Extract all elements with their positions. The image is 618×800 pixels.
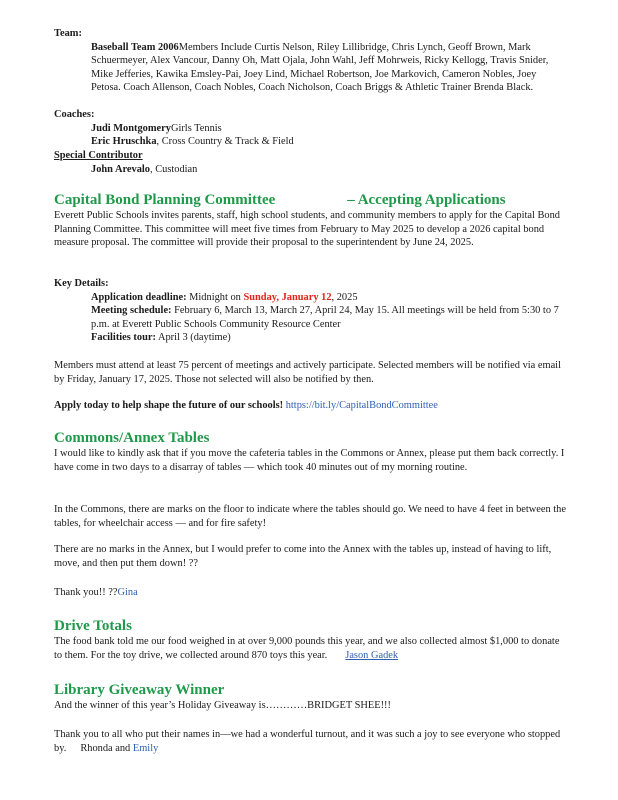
- drive-signature[interactable]: Jason Gadek: [345, 649, 399, 661]
- library-signature-1: Rhonda and: [80, 742, 131, 754]
- commons-paragraph-2-block: [54, 503, 566, 530]
- commons-thanks-block: [54, 586, 566, 600]
- team-section: [54, 27, 566, 95]
- deadline-year: , 2025: [331, 291, 358, 303]
- drive-section: [54, 617, 566, 662]
- special-contributor-section: [54, 149, 566, 176]
- library-thanks-line: [54, 728, 566, 755]
- commons-paragraph-3-block: [54, 543, 566, 570]
- meeting-item: [54, 304, 566, 331]
- tour-label: Facilities tour:: [91, 332, 156, 344]
- team-members-text: Members Include Curtis Nelson, Riley Lillibridge, Chris Lynch, Geoff Brown, Mark Schuermeyer, Alex Vancour, Danny Oh, Matt Ojala, John Wahl, Jeff Mohrweis, Ricky Kellogg, Travis Snider, Mike Jefferies, Kawika Emsley-Pai, Joey Lind, Michael Robertson, Joe Markovich, Cameron Nobles, Joey Petosa. Coach Allenson, Coach Nobles, Coach Nicholson, Coach Briggs & Athletic Trainer Brenda Black.: [91, 41, 549, 94]
- deadline-date: Sunday, January 12: [243, 291, 332, 303]
- meeting-text: February 6, March 13, March 27, April 24, May 15. All meetings will be held from 5:30 to 7 p.m. at Everett Public Schools Community Resource Center: [91, 305, 559, 330]
- apply-text: Apply today to help shape the future of our schools!: [54, 400, 284, 411]
- apply-link[interactable]: https://bit.ly/CapitalBondCommittee: [285, 400, 438, 411]
- library-title: Library Giveaway Winner: [54, 682, 225, 698]
- apply-block: [54, 399, 566, 413]
- commons-signature: Gina: [117, 587, 138, 598]
- coaches-section: [54, 108, 566, 149]
- commons-paragraph-1: I would like to kindly ask that if you move the cafeteria tables in the Commons or Annex, please put them back correctly. I have come in two days to a disarray of tables — which took 40 minutes out of my morning routine.: [54, 448, 565, 473]
- coaches-heading: Coaches:: [54, 109, 95, 120]
- special-name: John Arevalo: [91, 163, 150, 175]
- members-paragraph: Members must attend at least 75 percent of meetings and actively participate. Selected members will be notified via email by Friday, January 17, 2025. Those not selected will also be notified by then.: [54, 360, 561, 385]
- library-thanks-block: [54, 728, 566, 755]
- coach-role: Cross Country & Track & Field: [161, 136, 294, 148]
- deadline-item: [54, 291, 566, 305]
- capital-title: [54, 191, 566, 209]
- deadline-pre: Midnight on: [189, 291, 241, 303]
- coach-name: Judi Montgomery: [91, 122, 171, 134]
- team-title: Baseball Team 2006: [91, 41, 179, 53]
- special-heading: Special Contributor: [54, 150, 143, 161]
- special-item: John Arevalo, Custodian: [91, 163, 198, 175]
- coach-role: Girls Tennis: [170, 122, 222, 134]
- drive-paragraph: [54, 635, 566, 662]
- commons-thanks: Thank you!! ??: [54, 587, 118, 598]
- coach-item: Eric Hruschka, Cross Country & Track & Field: [91, 136, 294, 148]
- members-paragraph-block: [54, 359, 566, 386]
- capital-bond-section: [54, 191, 566, 250]
- commons-section: [54, 429, 566, 474]
- commons-title: Commons/Annex Tables: [54, 430, 210, 446]
- library-section: [54, 681, 566, 713]
- commons-thanks-line: [54, 586, 566, 600]
- coach-item: [54, 122, 566, 136]
- commons-paragraph-2: In the Commons, there are marks on the floor to indicate where the tables should go. We need to have 4 feet in between the tables, for wheelchair access — and for fire safety!: [54, 504, 566, 529]
- capital-title-text: Capital Bond Planning Committee: [54, 192, 276, 208]
- apply-line: [54, 399, 566, 413]
- drive-text: The food bank told me our food weighed in at over 9,000 pounds this year, and we also collected almost $1,000 to donate to them. For the toy drive, we collected around 870 toys this year.: [54, 636, 560, 661]
- coach-name: Eric Hruschka: [91, 136, 157, 148]
- capital-title-suffix: – Accepting Applications: [347, 192, 506, 208]
- drive-title: Drive Totals: [54, 618, 132, 634]
- team-paragraph: [54, 41, 566, 95]
- deadline-label: Application deadline:: [91, 291, 187, 303]
- team-heading: Team:: [54, 28, 82, 39]
- library-signature-2: Emily: [132, 742, 159, 754]
- key-details-heading: Key Details:: [54, 278, 109, 289]
- library-winner: And the winner of this year’s Holiday Giveaway is…………BRIDGET SHEE!!!: [54, 700, 391, 711]
- special-role: Custodian: [155, 163, 198, 175]
- key-details-section: [54, 277, 566, 345]
- tour-text: April 3 (daytime): [157, 332, 231, 344]
- tour-item: [54, 331, 566, 345]
- capital-intro: Everett Public Schools invites parents, staff, high school students, and community members to apply for the Capital Bond Planning Committee. This committee will meet five times from February to May 2025 to develop a 2026 capital bond measure proposal. The committee will provide their proposal to the superintendent by June 24, 2025.: [54, 210, 560, 249]
- meeting-label: Meeting schedule:: [91, 305, 172, 317]
- library-thanks: Thank you to all who put their names in—we had a wonderful turnout, and it was such a joy to see everyone who stopped by.: [54, 729, 561, 754]
- commons-paragraph-3: There are no marks in the Annex, but I would prefer to come into the Annex with the tables up, instead of having to lift, move, and then put them down! ??: [54, 544, 552, 569]
